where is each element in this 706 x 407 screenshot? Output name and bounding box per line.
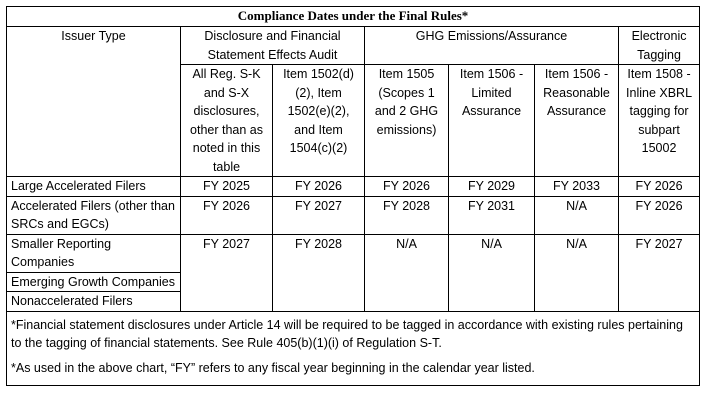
date-cell: FY 2028: [273, 234, 365, 311]
date-cell: FY 2026: [619, 177, 700, 197]
date-cell: FY 2027: [273, 196, 365, 234]
date-cell: N/A: [449, 234, 535, 311]
ghg-header: GHG Emissions/Assurance: [365, 27, 619, 65]
sub-header-cell: Item 1502(d)(2), Item 1502(e)(2), and Item 1504(c)(2): [273, 65, 365, 177]
sub-header-cell: Item 1506 - Reasonable Assurance: [535, 65, 619, 177]
date-cell: FY 2026: [273, 177, 365, 197]
issuer-cell: Smaller Reporting Companies: [7, 234, 181, 272]
table-row: [7, 196, 700, 234]
disclosure-header: Disclosure and Financial Statement Effects Audit: [181, 27, 365, 65]
date-cell: FY 2033: [535, 177, 619, 197]
sub-header-cell: Item 1508 - Inline XBRL tagging for subpart 15002: [619, 65, 700, 177]
table-row: [7, 234, 700, 272]
sub-header-cell: Item 1505 (Scopes 1 and 2 GHG emissions): [365, 65, 449, 177]
date-cell: N/A: [365, 234, 449, 311]
footnote-tagging: *Financial statement disclosures under Article 14 will be required to be tagged in accordance with existing rules pertaining to the tagging of financial statements. See Rule 405(b)(1)(i) of Regulation S-T.: [11, 317, 683, 350]
group-header-row: [7, 27, 700, 65]
date-cell: N/A: [535, 234, 619, 311]
date-cell: FY 2029: [449, 177, 535, 197]
table-title: Compliance Dates under the Final Rules*: [7, 7, 700, 27]
date-cell: FY 2031: [449, 196, 535, 234]
title-row: [7, 7, 700, 27]
compliance-dates-table-container: [6, 6, 699, 386]
compliance-dates-table: [6, 6, 700, 386]
issuer-cell: Accelerated Filers (other than SRCs and EGCs): [7, 196, 181, 234]
table-row: [7, 177, 700, 197]
sub-header-cell: Item 1506 - Limited Assurance: [449, 65, 535, 177]
date-cell: FY 2026: [619, 196, 700, 234]
date-cell: N/A: [535, 196, 619, 234]
date-cell: FY 2026: [365, 177, 449, 197]
date-cell: FY 2025: [181, 177, 273, 197]
footnote-fy: *As used in the above chart, “FY” refers to any fiscal year beginning in the calendar year listed.: [11, 360, 535, 375]
tagging-header: Electronic Tagging: [619, 27, 700, 65]
issuer-cell: Emerging Growth Companies: [7, 272, 181, 292]
issuer-cell: Nonaccelerated Filers: [7, 292, 181, 312]
date-cell: FY 2026: [181, 196, 273, 234]
date-cell: FY 2028: [365, 196, 449, 234]
issuer-cell: Large Accelerated Filers: [7, 177, 181, 197]
issuer-type-blank-cell: [7, 65, 181, 177]
date-cell: FY 2027: [619, 234, 700, 311]
sub-header-cell: All Reg. S-K and S-X disclosures, other than as noted in this table: [181, 65, 273, 177]
date-cell: FY 2027: [181, 234, 273, 311]
issuer-type-header: Issuer Type: [7, 27, 181, 65]
sub-header-row: [7, 65, 700, 177]
notes-cell: [7, 311, 700, 386]
notes-row: [7, 311, 700, 386]
